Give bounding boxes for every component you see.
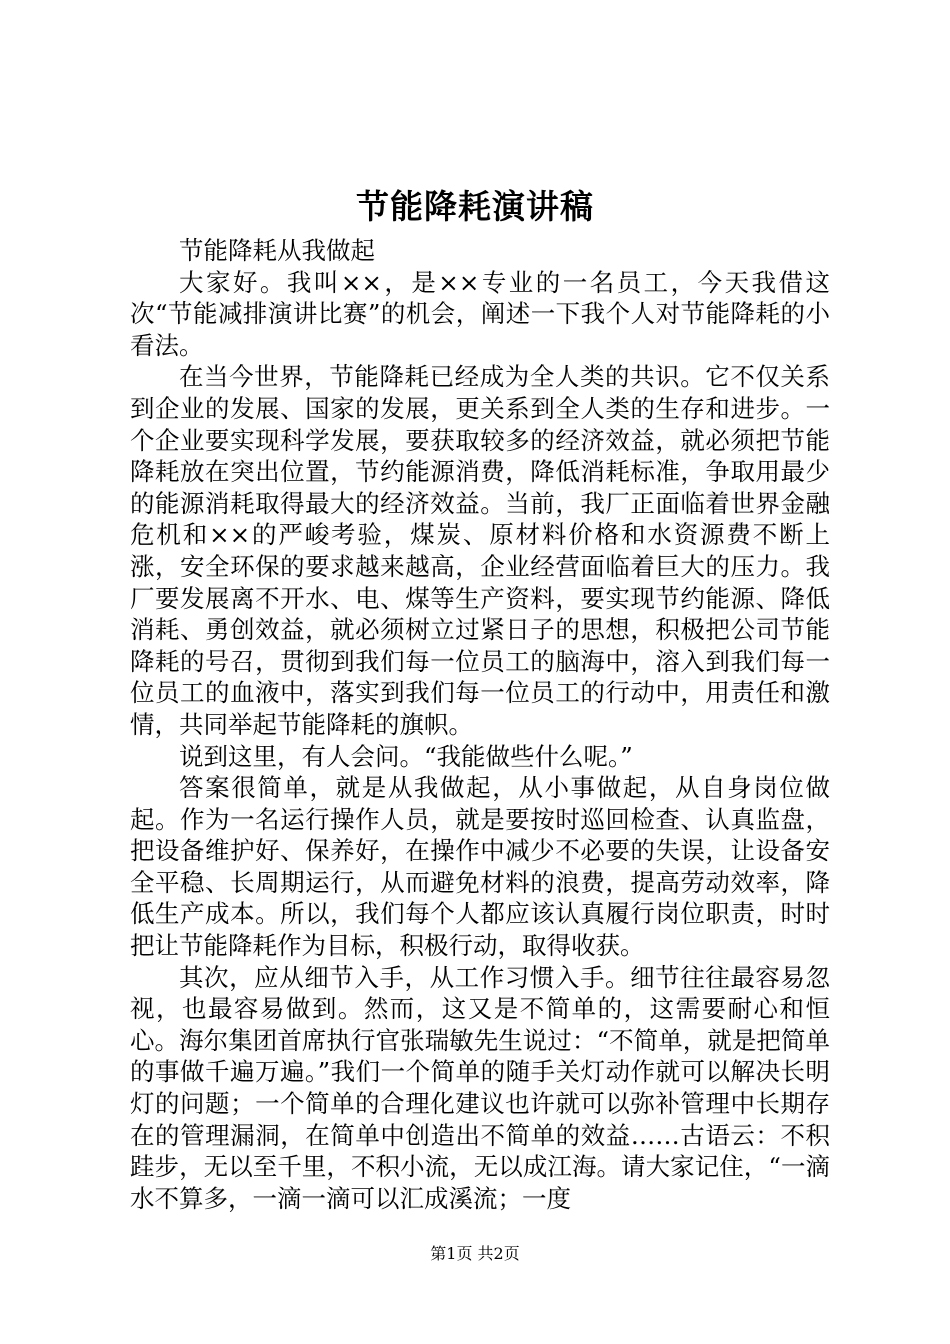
paragraph: 说到这里，有人会问。“我能做些什么呢。”: [179, 741, 633, 771]
paragraph: 在当今世界，节能降耗已经成为全人类的共识。它不仅关系到企业的发展、国家的发展，更关系到全人类的生存和进步。一个企业要实现科学发展，要获取较多的经济效益，就必须把节能降耗放在突出位置，节约能源消费，降低消耗标准，争取用最少的能源消耗取得最大的经济效益。当前，我厂正面临着世界金融危机和××的严峻考验，煤炭、原材料价格和水资源费不断上涨，安全环保的要求越来越高，企业经营面临着巨大的压力。我厂要发展离不开水、电、煤等生产资料，要实现节约能源、降低消耗、勇创效益，就必须树立过紧日子的思想，积极把公司节能降耗的号召，贯彻到我们每一位员工的脑海中，溶入到我们每一位员工的血液中，落实到我们每一位员工的行动中，用责任和激情，共同举起节能降耗的旗帜。: [130, 362, 830, 739]
paragraph: 大家好。我叫××，是××专业的一名员工，今天我借这次“节能减排演讲比赛”的机会，阐述一下我个人对节能降耗的小看法。: [130, 267, 830, 360]
document-title: 节能降耗演讲稿: [356, 187, 594, 226]
page-footer: 第1页 共2页: [430, 1244, 520, 1263]
paragraph-subtitle: 节能降耗从我做起: [179, 236, 375, 265]
paragraph: 其次，应从细节入手，从工作习惯入手。细节往往最容易忽视，也最容易做到。然而，这又是不简单的，这需要耐心和恒心。海尔集团首席执行官张瑞敏先生说过：“不简单，就是把简单的事做千遍万遍。”我们一个简单的随手关灯动作就可以解决长明灯的问题；一个简单的合理化建议也许就可以弥补管理中长期存在的管理漏洞，在简单中创造出不简单的效益……古语云：不积跬步，无以至千里，不积小流，无以成江海。请大家记住，“一滴水不算多，一滴一滴可以汇成溪流；一度: [130, 962, 830, 1213]
document-body: [130, 235, 830, 1214]
paragraph: 答案很简单，就是从我做起，从小事做起，从自身岗位做起。作为一名运行操作人员，就是要按时巡回检查、认真监盘，把设备维护好、保养好，在操作中减少不必要的失误，让设备安全平稳、长周期运行，从而避免材料的浪费，提高劳动效率，降低生产成本。所以，我们每个人都应该认真履行岗位职责，时时把让节能降耗作为目标，积极行动，取得收获。: [130, 773, 830, 961]
